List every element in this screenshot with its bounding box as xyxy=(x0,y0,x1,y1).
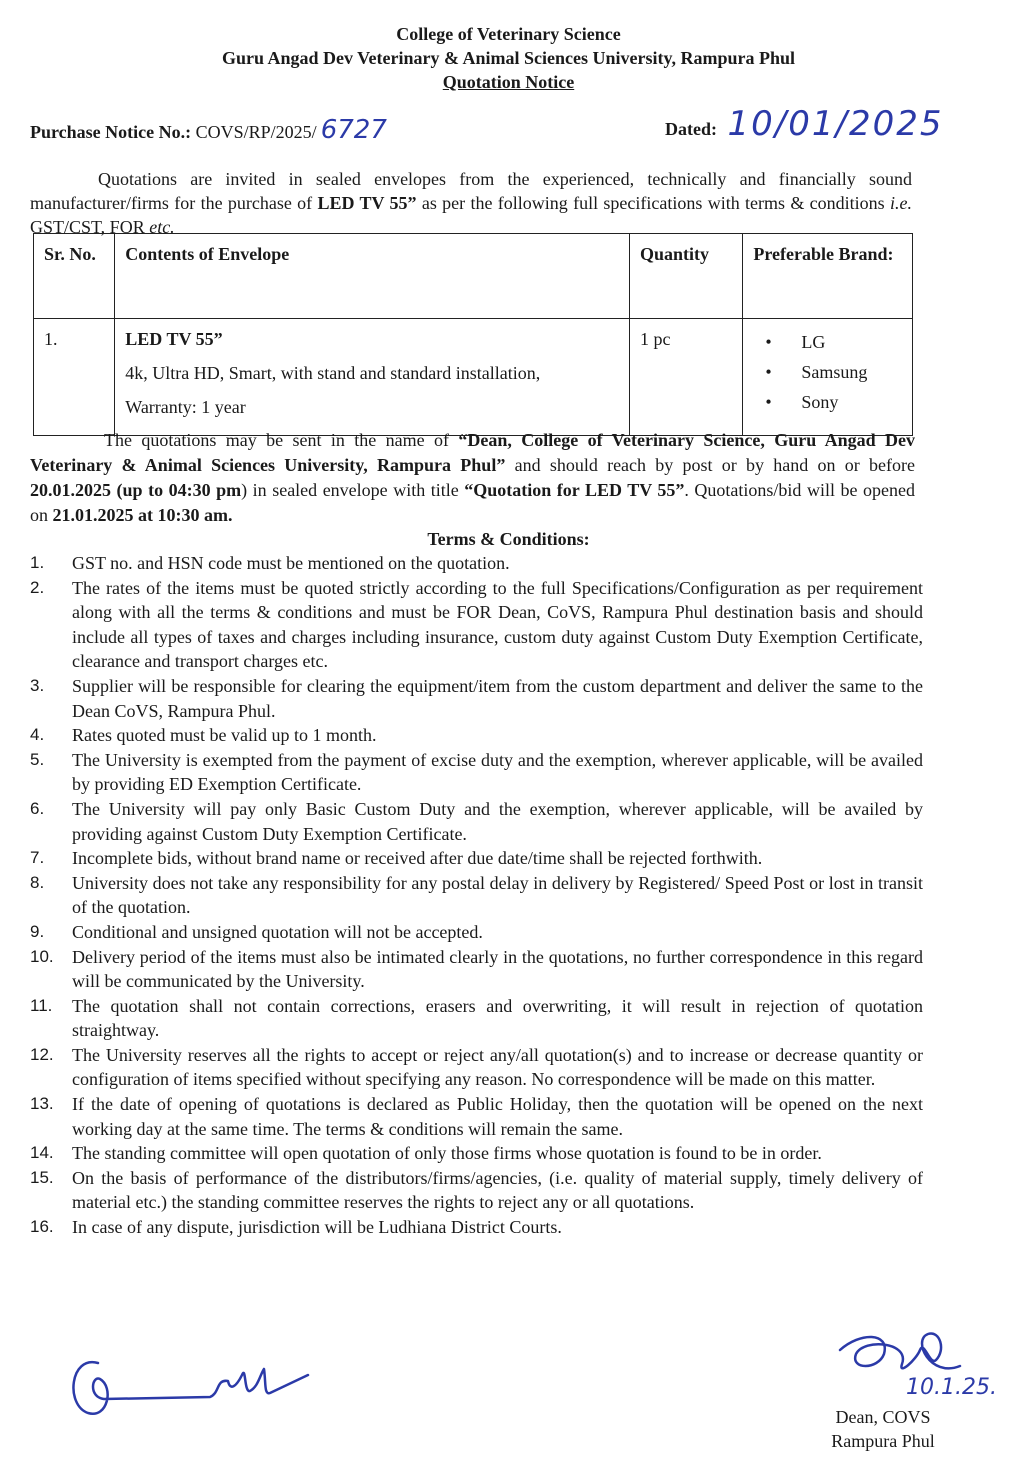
terms-item xyxy=(30,1043,923,1092)
send-text: The quotations may be sent in the name of xyxy=(104,430,459,450)
document-header xyxy=(0,22,1017,94)
dean-signature xyxy=(820,1320,1010,1410)
terms-item xyxy=(30,1092,923,1141)
terms-item-number: 5. xyxy=(30,749,45,769)
terms-item-number: 1. xyxy=(30,553,45,572)
terms-item-text: Incomplete bids, without brand name or received after due date/time shall be rejected forthwith. xyxy=(72,848,763,869)
terms-item-number: 12. xyxy=(30,1044,54,1064)
terms-item-number: 2. xyxy=(30,577,45,597)
header-brand: Preferable Brand: xyxy=(743,234,913,319)
item-warranty: Warranty: 1 year xyxy=(125,397,246,417)
item-spec: 4k, Ultra HD, Smart, with stand and standard installation, xyxy=(125,363,541,383)
addressee: “Dean, College of Veterinary Science, Guru Angad Dev Veterinary & Animal Sciences University, Rampura Phul” xyxy=(30,430,915,475)
signature-date: 10.1.25. xyxy=(906,1375,997,1400)
brand-item: • Sony xyxy=(801,387,902,417)
intro-text: as per the following full specifications with terms & conditions xyxy=(416,193,890,213)
send-text: . Quotations/bid will be opened on xyxy=(30,480,915,525)
dated-field xyxy=(665,104,944,144)
terms-item-number: 16. xyxy=(30,1217,54,1237)
row-quantity: 1 pc xyxy=(630,319,743,436)
send-text: and should reach by post or by hand on or before xyxy=(505,455,915,475)
signatory-title: Dean, COVS xyxy=(835,1407,931,1427)
dated-label: Dated: xyxy=(665,119,717,139)
purchase-notice-label: Purchase Notice No.: xyxy=(30,122,192,142)
row-contents xyxy=(115,319,630,436)
terms-item xyxy=(30,674,923,723)
submission-paragraph xyxy=(30,428,915,528)
row-brands xyxy=(743,319,913,436)
header-quantity: Quantity xyxy=(630,234,743,319)
terms-item xyxy=(30,1141,923,1166)
terms-title: Terms & Conditions: xyxy=(427,529,590,549)
terms-item-number: 15. xyxy=(30,1167,54,1187)
terms-item-number: 13. xyxy=(30,1094,54,1114)
terms-item xyxy=(30,846,923,871)
terms-item-number: 11. xyxy=(30,995,53,1015)
intro-ie: i.e. xyxy=(889,193,912,213)
terms-item xyxy=(30,920,923,945)
terms-item xyxy=(30,797,923,846)
notice-title: Quotation Notice xyxy=(442,72,575,92)
table-header-row xyxy=(34,234,913,319)
terms-item-text: The rates of the items must be quoted strictly according to the full Specifications/Configuration as per requirement along with all the terms & conditions and must be FOR Dean, CoVS, Rampura Phul destination basis and should include all types of taxes and charges including insurance, custom duty against Custom Duty Exemption Certificate, clearance and transport charges etc. xyxy=(72,577,923,672)
header-sr-no: Sr. No. xyxy=(34,234,115,319)
left-signature xyxy=(60,1335,320,1425)
terms-item-number: 6. xyxy=(30,798,45,818)
send-text: ) in sealed envelope with title xyxy=(241,480,465,500)
terms-item-number: 7. xyxy=(30,848,45,868)
terms-item-text: The University will pay only Basic Custom Duty and the exemption, wherever applicable, will be availed by providing against Custom Duty Exemption Certificate. xyxy=(72,798,923,844)
brand-list xyxy=(753,327,902,417)
brand-item: • LG xyxy=(801,327,902,357)
terms-item xyxy=(30,1166,923,1215)
intro-text: Quotations are invited in sealed envelopes from the experienced, technically and financially sound manufacturer/firms for the purchase of xyxy=(30,169,912,213)
terms-item xyxy=(30,1215,923,1240)
terms-item-text: In case of any dispute, jurisdiction will be Ludhiana District Courts. xyxy=(72,1217,562,1238)
terms-item xyxy=(30,576,923,674)
opening-date: 21.01.2025 at 10:30 am. xyxy=(52,505,233,525)
college-name: College of Veterinary Science xyxy=(396,24,621,44)
terms-item-text: If the date of opening of quotations is declared as Public Holiday, then the quotation will be opened on the next working day at the same time. The terms & conditions will remain the same. xyxy=(72,1094,923,1139)
terms-item-text: On the basis of performance of the distributors/firms/agencies, (i.e. quality of material supply, timely delivery of material etc.) the standing committee reserves the rights to reject any or all quotations. xyxy=(72,1167,923,1213)
terms-item xyxy=(30,945,923,994)
terms-item-text: The quotation shall not contain corrections, erasers and overwriting, it will result in rejection of quotation straightway. xyxy=(72,995,923,1041)
purchase-notice-ref: COVS/RP/2025/ xyxy=(195,122,317,142)
terms-item-text: Rates quoted must be valid up to 1 month. xyxy=(72,725,377,746)
terms-item-text: Conditional and unsigned quotation will not be accepted. xyxy=(72,921,483,942)
brand-item: • Samsung xyxy=(801,357,902,387)
terms-item xyxy=(30,994,923,1043)
terms-item xyxy=(30,551,923,576)
purchase-notice-number: 6727 xyxy=(320,115,387,145)
row-sr-no: 1. xyxy=(34,319,115,436)
intro-paragraph xyxy=(30,167,912,239)
handwritten-date: 10/01/2025 xyxy=(727,104,944,144)
envelope-contents-table xyxy=(33,233,913,436)
terms-item-text: University does not take any responsibility for any postal delay in delivery by Registered/ Speed Post or lost in transit of the quotation. xyxy=(72,872,923,918)
terms-item-text: The University is exempted from the payment of excise duty and the exemption, wherever applicable, will be availed by providing ED Exemption Certificate. xyxy=(72,749,923,795)
signatory-block xyxy=(808,1405,958,1453)
terms-item-number: 9. xyxy=(30,921,45,941)
terms-item-number: 14. xyxy=(30,1143,54,1163)
terms-item-text: GST no. and HSN code must be mentioned on the quotation. xyxy=(72,553,510,573)
terms-item-text: The University reserves all the rights to accept or reject any/all quotation(s) and to increase or decrease quantity or configuration of items specified without specifying any reason. No correspondence will be made on this matter. xyxy=(72,1044,923,1090)
terms-item-text: The standing committee will open quotation of only those firms whose quotation is found to be in order. xyxy=(72,1143,822,1164)
university-name: Guru Angad Dev Veterinary & Animal Sciences University, Rampura Phul xyxy=(221,48,796,68)
intro-item-name: LED TV 55” xyxy=(317,193,417,213)
terms-item-text: Delivery period of the items must also be intimated clearly in the quotations, no further correspondence in this regard will be communicated by the University. xyxy=(72,946,923,992)
terms-item xyxy=(30,748,923,797)
table-row xyxy=(34,319,913,436)
terms-item xyxy=(30,871,923,920)
terms-item-number: 10. xyxy=(30,946,54,966)
envelope-title: “Quotation for LED TV 55” xyxy=(464,480,685,500)
item-name: LED TV 55” xyxy=(125,329,223,349)
terms-list xyxy=(30,551,923,1240)
signatory-place: Rampura Phul xyxy=(831,1431,935,1451)
terms-item-number: 8. xyxy=(30,872,45,892)
intro-etc: etc. xyxy=(149,217,175,237)
terms-item-number: 4. xyxy=(30,725,45,745)
header-contents: Contents of Envelope xyxy=(115,234,630,319)
deadline: 20.01.2025 (up to 04:30 pm xyxy=(30,480,242,500)
terms-item xyxy=(30,723,923,748)
terms-item-number: 3. xyxy=(30,675,45,695)
terms-item-text: Supplier will be responsible for clearing the equipment/item from the custom department and deliver the same to the Dean CoVS, Rampura Phul. xyxy=(72,675,923,721)
intro-text: GST/CST, FOR xyxy=(30,217,150,237)
